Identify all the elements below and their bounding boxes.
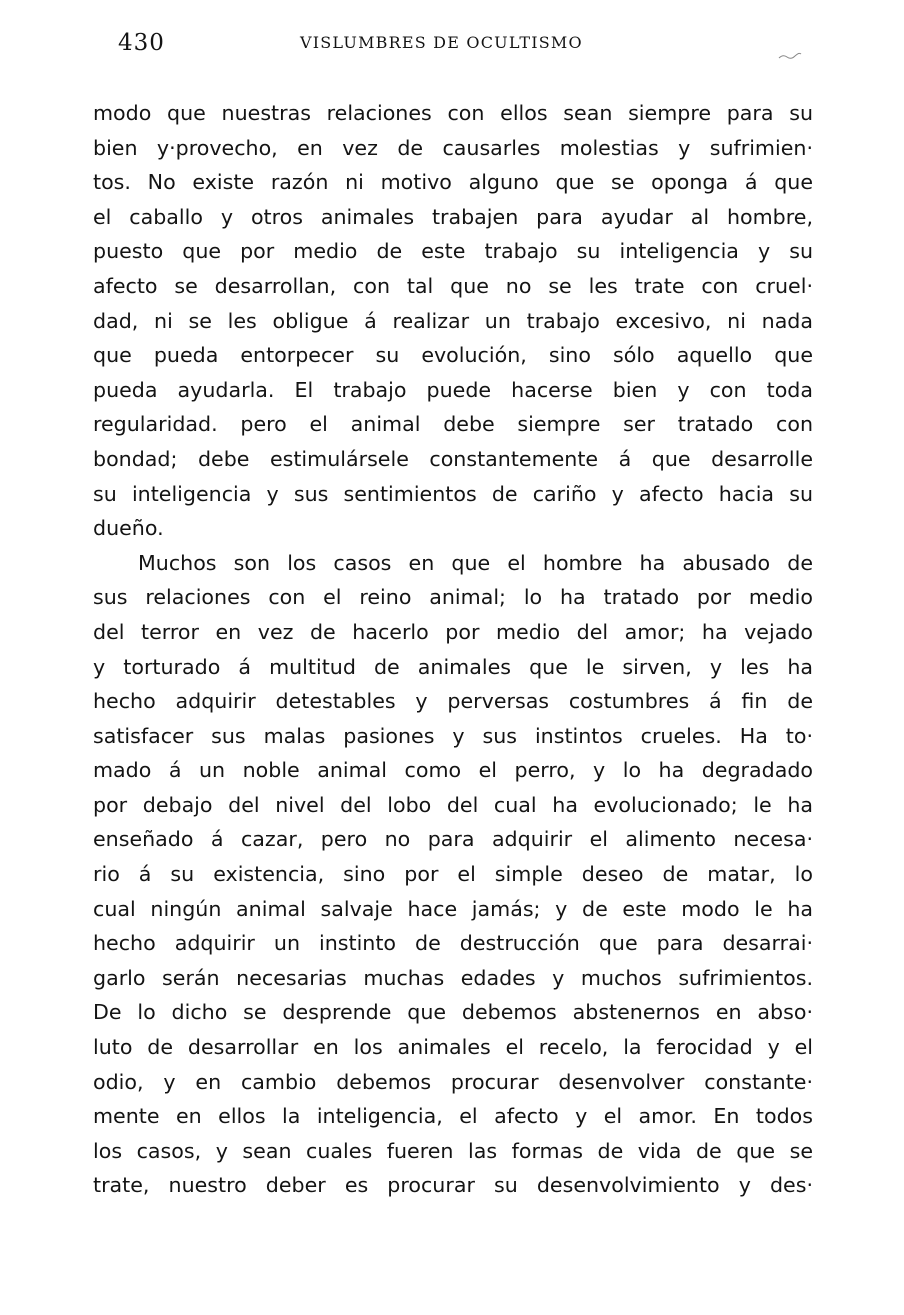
- text-line: cual ningún animal salvaje hace jamás; y de este modo le ha: [93, 896, 813, 921]
- text-line: De lo dicho se desprende que debemos abstenernos en abso·: [93, 1000, 813, 1025]
- ink-smudge-mark: [778, 52, 802, 60]
- text-line: trate, nuestro deber es procurar su desenvolvimiento y des·: [93, 1173, 813, 1198]
- text-line: por debajo del nivel del lobo del cual ha evolucionado; le ha: [93, 792, 813, 817]
- text-line: hecho adquirir un instinto de destrucción que para desarrai·: [93, 931, 813, 956]
- text-line: Muchos son los casos en que el hombre ha abusado de: [138, 550, 813, 575]
- text-line: regularidad. pero el animal debe siempre ser tratado con: [93, 412, 813, 437]
- text-line: tos. No existe razón ni motivo alguno que se oponga á que: [93, 170, 813, 195]
- paragraph-1: [93, 96, 813, 546]
- text-line: odio, y en cambio debemos procurar desenvolver constante·: [93, 1069, 813, 1094]
- text-line: rio á su existencia, sino por el simple deseo de matar, lo: [93, 862, 813, 887]
- page-body: [93, 96, 813, 1203]
- text-line: que pueda entorpecer su evolución, sino sólo aquello que: [93, 343, 813, 368]
- text-line: pueda ayudarla. El trabajo puede hacerse bien y con toda: [93, 377, 813, 402]
- text-line: hecho adquirir detestables y perversas costumbres á fin de: [93, 689, 813, 714]
- text-line: puesto que por medio de este trabajo su inteligencia y su: [93, 239, 813, 264]
- text-line: enseñado á cazar, pero no para adquirir el alimento necesa·: [93, 827, 813, 852]
- text-line: sus relaciones con el reino animal; lo ha tratado por medio: [93, 585, 813, 610]
- text-line: bondad; debe estimulársele constantemente á que desarrolle: [93, 446, 813, 471]
- paragraph-2: [93, 546, 813, 1203]
- page-header: [0, 30, 904, 60]
- running-title: VISLUMBRES DE OCULTISMO: [300, 33, 583, 52]
- text-line: y torturado á multitud de animales que le sirven, y les ha: [93, 654, 813, 679]
- text-line: bien y·provecho, en vez de causarles molestias y sufrimien·: [93, 135, 813, 160]
- text-line: mente en ellos la inteligencia, el afecto y el amor. En todos: [93, 1104, 813, 1129]
- text-line: luto de desarrollar en los animales el recelo, la ferocidad y el: [93, 1035, 813, 1060]
- text-line: afecto se desarrollan, con tal que no se les trate con cruel·: [93, 273, 813, 298]
- text-line: dueño.: [93, 516, 164, 541]
- page-number: 430: [118, 30, 165, 56]
- text-line: modo que nuestras relaciones con ellos sean siempre para su: [93, 101, 813, 125]
- text-line: los casos, y sean cuales fueren las formas de vida de que se: [93, 1138, 813, 1163]
- text-line: mado á un noble animal como el perro, y lo ha degradado: [93, 758, 813, 783]
- text-line: del terror en vez de hacerlo por medio del amor; ha vejado: [93, 619, 813, 644]
- text-line: dad, ni se les obligue á realizar un trabajo excesivo, ni nada: [93, 308, 813, 333]
- text-line: garlo serán necesarias muchas edades y muchos sufrimientos.: [93, 965, 813, 990]
- text-line: el caballo y otros animales trabajen para ayudar al hombre,: [93, 204, 813, 229]
- text-line: satisfacer sus malas pasiones y sus instintos crueles. Ha to·: [93, 723, 813, 748]
- text-line: su inteligencia y sus sentimientos de cariño y afecto hacia su: [93, 481, 813, 506]
